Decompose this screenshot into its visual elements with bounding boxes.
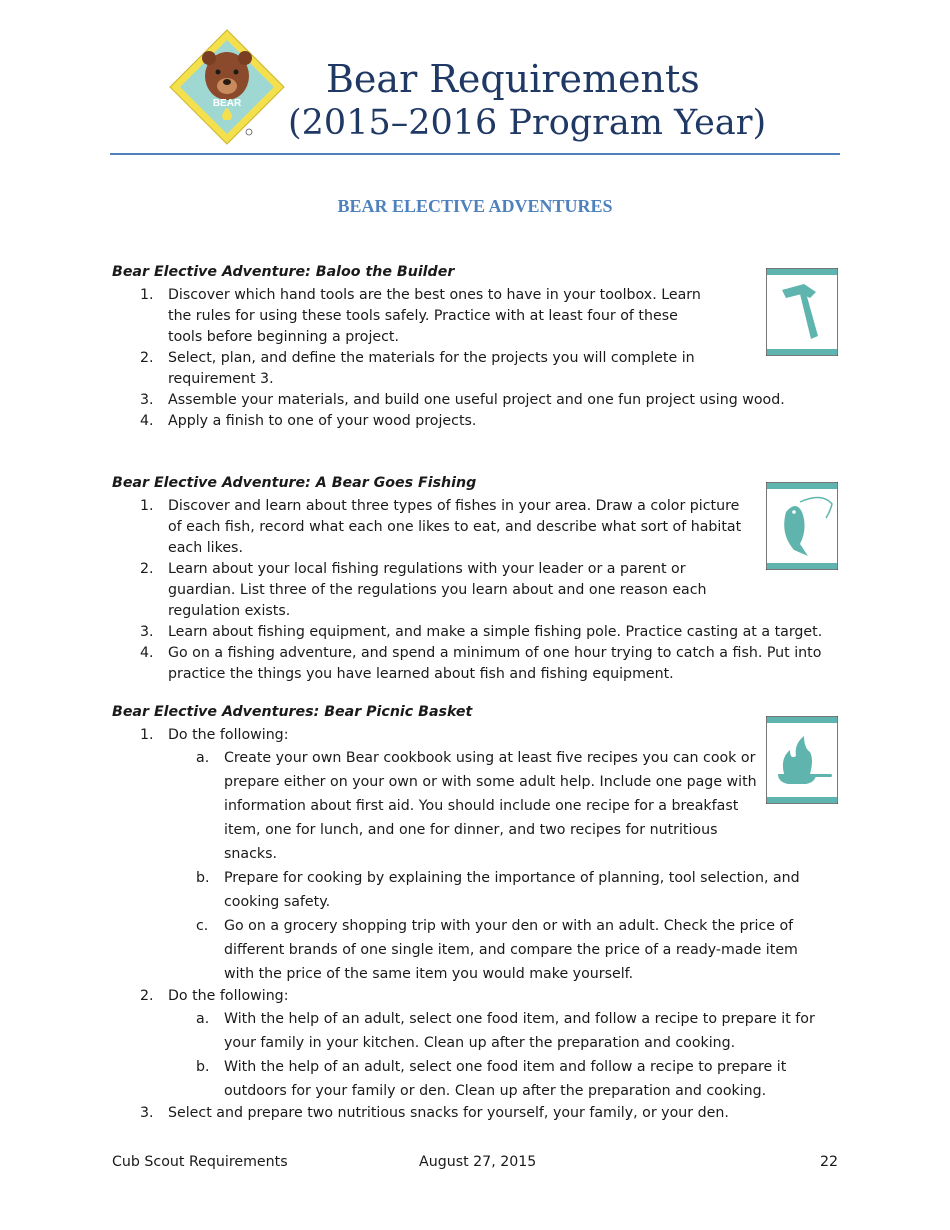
sub-requirement-text: Create your own Bear cookbook using at least five recipes you can cook or prepare either on your own or with some adult help. Include one page with information about first aid. You should include one recipe for a breakfast item, one for lunch, and one for dinner, and two recipes for nutritious snacks. <box>224 750 757 862</box>
requirement-number: 3. <box>140 392 154 408</box>
requirement-text: Apply a finish to one of your wood projects. <box>168 413 477 429</box>
sub-requirement-item <box>168 1055 832 1103</box>
sub-requirement-text: Prepare for cooking by explaining the importance of planning, tool selection, and cooking safety. <box>224 870 800 910</box>
requirement-number: 3. <box>140 1105 154 1121</box>
campfire-skillet-icon <box>766 716 838 804</box>
requirement-list <box>112 285 832 432</box>
requirement-number: 3. <box>140 624 154 640</box>
sub-requirement-letter: a. <box>196 750 210 766</box>
requirement-item <box>112 643 832 685</box>
requirement-text: Assemble your materials, and build one useful project and one fun project using wood. <box>168 392 785 408</box>
requirement-text: Discover and learn about three types of fishes in your area. Draw a color picture of each fish, record what each one likes to eat, and describe what sort of habitat each likes. <box>168 498 742 556</box>
requirement-list <box>112 496 832 685</box>
requirement-number: 2. <box>140 561 154 577</box>
requirement-text: Select and prepare two nutritious snacks for yourself, your family, or your den. <box>168 1105 729 1121</box>
header-divider <box>110 153 840 155</box>
requirement-text: Go on a fishing adventure, and spend a minimum of one hour trying to catch a fish. Put into practice the things you have learned about fish and fishing equipment. <box>168 645 822 682</box>
sub-requirement-text: Go on a grocery shopping trip with your den or with an adult. Check the price of different brands of one single item, and compare the price of a ready-made item with the price of the same item you would make yourself. <box>224 918 798 982</box>
page-number: 22 <box>819 1154 838 1170</box>
requirement-item <box>112 411 832 432</box>
requirement-number: 4. <box>140 413 154 429</box>
requirement-number: 1. <box>140 727 154 743</box>
requirement-number: 1. <box>140 498 154 514</box>
sub-requirement-text: With the help of an adult, select one food item and follow a recipe to prepare it outdoors for your family or den. Clean up after the preparation and cooking. <box>224 1059 787 1099</box>
requirement-number: 2. <box>140 988 154 1004</box>
sub-requirement-text: With the help of an adult, select one food item, and follow a recipe to prepare it for your family in your kitchen. Clean up after the preparation and cooking. <box>224 1011 815 1051</box>
requirement-item <box>112 559 832 622</box>
fish-icon <box>766 482 838 570</box>
adventure-title: Bear Elective Adventure: A Bear Goes Fishing <box>112 475 477 491</box>
sub-requirement-letter: b. <box>196 870 210 886</box>
sub-requirement-item <box>168 746 832 866</box>
sub-requirement-list <box>168 746 832 986</box>
requirement-item <box>112 622 832 643</box>
footer-left-text: Cub Scout Requirements <box>112 1154 288 1170</box>
requirement-number: 2. <box>140 350 154 366</box>
adventure-title: Bear Elective Adventure: Baloo the Builder <box>112 264 455 280</box>
adventure-a-bear-goes-fishing <box>112 473 832 685</box>
sub-requirement-list <box>168 1007 832 1103</box>
sub-requirement-letter: c. <box>196 918 209 934</box>
requirement-item <box>112 348 832 390</box>
sub-requirement-item <box>168 866 832 914</box>
sub-requirement-letter: b. <box>196 1059 210 1075</box>
page-title-line1: Bear Requirements <box>326 57 700 101</box>
requirement-number: 1. <box>140 287 154 303</box>
requirement-item <box>112 390 832 411</box>
sub-requirement-item <box>168 914 832 986</box>
requirement-text: Do the following: <box>168 988 289 1004</box>
sub-requirement-letter: a. <box>196 1011 210 1027</box>
sub-requirement-item <box>168 1007 832 1055</box>
requirement-text: Learn about fishing equipment, and make a simple fishing pole. Practice casting at a target. <box>168 624 823 640</box>
requirement-text: Select, plan, and define the materials for the projects you will complete in requirement 3. <box>168 350 695 387</box>
section-heading: BEAR ELECTIVE ADVENTURES <box>337 196 613 216</box>
requirement-number: 4. <box>140 645 154 661</box>
logo-text: BEAR <box>212 98 242 109</box>
adventure-baloo-the-builder <box>112 262 832 432</box>
requirement-item <box>112 496 832 559</box>
requirement-item <box>112 285 832 348</box>
requirement-item <box>112 725 832 986</box>
bear-rank-logo <box>168 28 286 146</box>
adventure-title: Bear Elective Adventures: Bear Picnic Basket <box>112 704 473 720</box>
hammer-icon <box>766 268 838 356</box>
requirement-item <box>112 1103 832 1124</box>
requirement-text: Discover which hand tools are the best ones to have in your toolbox. Learn the rules for using these tools safely. Practice with at least four of these tools before beginning a project. <box>168 287 701 345</box>
requirement-list <box>112 725 832 1124</box>
page-title-line2: (2015–2016 Program Year) <box>288 103 767 143</box>
requirement-text: Do the following: <box>168 727 289 743</box>
footer-date: August 27, 2015 <box>419 1154 537 1170</box>
requirement-text: Learn about your local fishing regulations with your leader or a parent or guardian. List three of the regulations you learn about and one reason each regulation exists. <box>168 561 707 619</box>
adventure-bear-picnic-basket <box>112 702 832 1124</box>
requirement-item <box>112 986 832 1103</box>
